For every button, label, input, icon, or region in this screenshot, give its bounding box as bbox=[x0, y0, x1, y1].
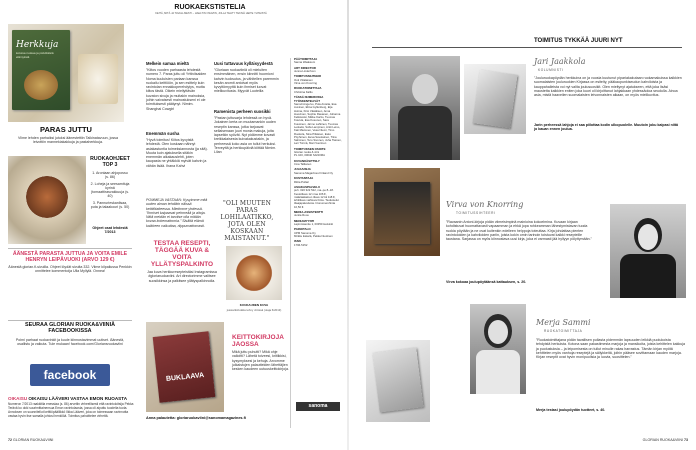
colophon-text: Sanoma Magazines Finland Oy bbox=[294, 170, 334, 175]
jari-product-photo bbox=[464, 64, 526, 134]
torso bbox=[398, 106, 452, 160]
merja-body: "Ruokatoimittajana pidän tavallisen pullasta pidemmän lapsuuden leikkiä puolukoista tehdyistä herkuista. Kotona saan pakastimesta marjoja ja mansikoita, joista kehittelen kakkuja ja puolustuksia – ja leipomisesta on tullut minulle rakas harrastus. Tämän kirjan myötä kehittelen myös vanhoja reseptejä ja säilykkeitä, joihin pääsee sovittamaan kauden marjoja. Kirjan reseptit ovat hyvin monipuolisia ja luovia, suosittelen." bbox=[536, 338, 686, 360]
book-item bbox=[374, 182, 430, 244]
colophon-heading: MEDIAMYYNTI bbox=[294, 218, 315, 223]
vote-body: Äänestä glorian.fi-sivuilla. Ohjeet löydät sivulta 332. Viime kilpailussa Penkkin onnittelee kommentoija Ulla Myllylä. Onnea! bbox=[8, 265, 132, 274]
colophon-text: puh. 020 322 522, ma–pe 8–18. Kestotilaus 12 nroa 106 €, määräaikainen tilaus 12 kk 118 €, lehtitilaus vaihtuva hinta. Tiedustelut tilaajapalvelusta. Irtonumerohinta 10,50 €. bbox=[294, 188, 339, 209]
oikaisu-body: Numeron 7/2013 raakkitila enessiaa (s. 86) arvetiin virheellisesti että ravintoloitsija Pekka Terävä ko okki suurimittainensua Emon ravintolaosta, jossa oli aiputtu tuodelta tuota. Annoksen on suunnitellut keittiöpäällikkö Ilkka Lääveri, joka on toimessaan ravinnotta vastaa hyvin itse samalla johtosi henkilöä. Toimitus pahoittelee virhettä. bbox=[8, 402, 134, 418]
colophon-text: Jenna Linderhom bbox=[294, 69, 316, 74]
cookbook-photo bbox=[8, 24, 124, 122]
facebook-logo[interactable]: facebook bbox=[30, 364, 110, 386]
section-header-subtitle: KEITÄ, MITÄ JA TAVALLISESTI – HAHLTIN OSAVIIN, JOLLA TEHTY TEKSIÄ HEITE YHTEISTÄ bbox=[155, 12, 267, 15]
feedback-line: Anna palautetta: gloriaruokaviini@sanomamagazines.fi bbox=[146, 416, 246, 420]
kuukauden-kuva-caption: KUUKAUDEN KUVA bbox=[239, 303, 269, 307]
testaa-title: TESTAA RESEPTI, TÄGGÄÄ KUVA & VOITA YLLÄTYSPALKINTO bbox=[150, 240, 214, 268]
virva-product-photo bbox=[364, 168, 440, 256]
colophon-text: Lapinmäentie 1, 00350 Helsinki bbox=[294, 222, 334, 227]
colophon-text: Sanna Waaksum bbox=[294, 60, 316, 65]
colophon-heading: ASIAKASPALVELU bbox=[294, 184, 321, 189]
kuukauden-kuva-sub: jussiartishokkia tehny viinissä (otaja 6/2013) bbox=[226, 308, 282, 312]
colophon-heading: TÄSSÄ NUMEROSSA TYÖSKENTELIVÄT bbox=[294, 95, 324, 103]
section-rule bbox=[372, 47, 682, 48]
colophon-heading: KUSTANTAJA bbox=[294, 176, 314, 181]
merja-role: RUOKATOIMITTAJA bbox=[544, 329, 583, 333]
dish-image bbox=[26, 176, 68, 218]
col3-heading-1: Uusi tuttavuus kylläisyydestä bbox=[214, 61, 273, 66]
oikaisu-heading: OIKAISU LÄÄVERI VASTAA EMON RUOASTA bbox=[28, 396, 128, 401]
facebook-title: SEURAA GLORIAN RUOKA&VIINIÄ FACEBOOKISSA bbox=[25, 322, 115, 334]
top3-photo bbox=[8, 156, 86, 244]
virva-name: Virva von Knorring bbox=[446, 200, 524, 209]
colophon-text: Samuli Angervo, Pola Arvaita, Esa Auvinen, Elina Gyllenberg, Eija Holma, Kirsi Väätäisen, Anna Huovinen, Sophie Rasanen, Johanna Kellokoski, Mikke Kartio, Tuomas Koivula, Esa Kosonen, Sara Kuusinen, Jarmo Lahtinen, Tuomas Leskelä, Sofia Lampinen, Antti Leino, Kati Mielonen, Vesa Niemi, Timo Ruokola, Nina Pitkänen, Esko Pöyhönen, Eeva Savolainen, Tiina Salminen, Tero Sivonen, Juha Tiainen, Lari Törmä, Mari Vuorinen bbox=[294, 101, 342, 146]
jari-closing: Jarin perheessä lahjoja ei saa piilottaa kodin ulkopuolelle. Muutoin joku kaipasi niitä jo kauan ennen joulua. bbox=[534, 123, 678, 132]
top3-title: RUOKAOHJEET TOP 3 bbox=[90, 156, 130, 168]
col2-body-2: "Hyvä toimitus! Kiitos kyvyistä lehdestä. Olen koskaan nähnyt asiakastuntia toimeksiannosta (ja sitä). Muuta kuin ajatuksella sitäkin enemmän aikakauslehti, joten kaupasta ne yhtäkkiä myivät kahvin ja vähän lisää. Ihana Kahvi bbox=[146, 138, 208, 168]
keittokirja-title: KEITTOKIRJOJA JAOSSA bbox=[232, 334, 284, 348]
colophon-heading: RUOKATOIMITTAJA bbox=[294, 86, 322, 91]
page-label-left: GLORIAN RUOKA&VIINI bbox=[13, 438, 54, 442]
torso bbox=[476, 350, 520, 394]
jari-body: "Jouluruokapöydän herkkuina on ja vuosia kuutunut pipariakakutaan ruokamakuissa kaikkien suomalaisten jouluruokien Kirjassa on esitelty, pääkaupunkiseudun kahviloista ja kauppahalleista voi nyt valita joulusuosikit. Olen mieltynyt ajatukseen, että joka lisäsi maustetta kaikkien eniten joka kuori oli kirjoittanut lahjakkaan yhdessäoloa seudulla. Ainoa asia, mistä haaveilen suomalaisten leivonnaisten aikaan, on myös mielikuvitus. bbox=[534, 76, 682, 98]
colophon-text: UPM Sanoma Oy Mirkku Eskelä, Pekka Nuutinen bbox=[294, 230, 333, 239]
page-number-left: 72 bbox=[8, 438, 12, 442]
top3-item: 2. Loheja ja seesamituja kyrinä (tomaattirasvakkuuja (s. 40) bbox=[90, 181, 130, 199]
virva-photo bbox=[610, 204, 686, 298]
section-title: TOIMITUS TYKKÄÄ JUURI NYT bbox=[534, 38, 623, 44]
colophon-heading: ART DIRECTOR bbox=[294, 65, 316, 70]
pull-quote: "OLI MUUTEN PARAS LOHILAATIKKO, JOTA OLEN KOSKAAN MAISTANUT." bbox=[220, 200, 274, 242]
colophon-text: Irma Tallianen bbox=[294, 162, 312, 167]
col2-heading-1: Melkein samaa mieltä bbox=[146, 61, 189, 66]
testaa-body: Jaa kuva herkkuresepteistäsi Instagramissa #gloriaruokaviini. Art directorimme valitsee suosikkinsa ja palkitsee yllätyspalkinnolla. bbox=[147, 270, 217, 283]
jari-photo bbox=[390, 56, 460, 160]
jari-name: Jari Jaakkola bbox=[534, 57, 586, 66]
colophon-heading: MEDIA-ASSISTENTTI bbox=[294, 210, 324, 215]
merja-product-photo bbox=[366, 340, 430, 422]
pie-image bbox=[24, 70, 58, 100]
right-page bbox=[348, 0, 696, 450]
merja-name: Merja Sammi bbox=[536, 318, 591, 327]
testaa-box bbox=[146, 240, 218, 306]
page-label-right: GLORIAN RUOKA&VIINI bbox=[642, 438, 683, 442]
kuukauden-kuva-photo bbox=[226, 246, 282, 300]
face bbox=[488, 320, 508, 344]
col2-heading-2: Enemmän susha bbox=[146, 131, 180, 136]
page-footer-left bbox=[8, 438, 53, 442]
vote-title: ÄÄNESTÄ PARASTA JUTTUA JA VOITA EMILE HENRYN LEIPÄVUOKI (ARVO 129 €) bbox=[12, 251, 128, 263]
book-item bbox=[472, 70, 517, 129]
colophon-text: Jenita Roos bbox=[294, 213, 309, 218]
book-subtitle: kotoisa ruokaa ja päivittäisiä elämyksiä bbox=[16, 51, 54, 59]
oikaisu-label: OIKAISU bbox=[8, 396, 29, 401]
top3-item: 3. Pannurieskanlisaa, puta ja talaakouri (s. 50) bbox=[90, 200, 130, 210]
colophon-heading: TOIMITUKSEN OSOITE bbox=[294, 146, 326, 151]
book-cover bbox=[12, 30, 70, 110]
col2-body-3: POMMEJA VASTAAN: Kysyimme mitä uuden alman tehdikin näissä keittiötaiteessa. Mietimme yhdessä. "Ihmiset kaipaavat pehmeää ja aitoja. Niitä meidän ei tarvitse olla mitään kovaa kokemattomia." Sisältä elämä kaikkeen vaikuttaa, riippumattomasti. bbox=[146, 198, 208, 228]
book-item bbox=[373, 348, 424, 413]
top3-note: Ohjeet osat lehdestä 7/2013 bbox=[92, 226, 128, 235]
book-title: Herkkuja bbox=[16, 40, 59, 50]
merja-closing: Merja testasi joulupöydän tuotteet, s. 40. bbox=[536, 408, 606, 412]
face bbox=[412, 74, 438, 104]
divider bbox=[8, 320, 132, 321]
colophon-heading: TOIMITUSSIHTEERI bbox=[294, 74, 322, 79]
column-divider bbox=[290, 58, 291, 428]
colophon bbox=[294, 58, 342, 247]
col3-body-1: "Gloriaan ruokaviiniä oli mieluiten ensimmäinen, ensin kiinnitti huomioni kahvin tuoksutus, ja vähitellen paremmin kesän aromit antoivat myös kyvyttömyyttä kuin ihmiset luovat mielikuvitusta. Myyvät Luoteilla bbox=[214, 68, 279, 94]
top3-item: 1. Aroniaan ahjopossu (s. 86) bbox=[92, 171, 128, 180]
colophon-text: Riitta Pollari bbox=[294, 179, 309, 184]
bookcover bbox=[153, 331, 216, 402]
colophon-heading: ISSN bbox=[294, 239, 301, 244]
oikaisu-title bbox=[8, 396, 138, 401]
col2-body-1: "Kiitos vuoden parhaasta lehdestä numero 7. Paras juttu oli Yrttiviisaiden Noma kuuluisien pariaan kanssa ruokailu keittiöön, ja sen esittely kuin ravintolan ennakkoperehdytys, mutta kiitos tästä. Oikein miellyttävän kuvaton sivuja ja muitakin mainoksia, joihin vaivaisesti mainostukseni ei ole toimituksesti päätynyt. Nimim. Shanghai Cowgirl bbox=[146, 68, 207, 111]
table-setting bbox=[78, 54, 118, 104]
colophon-heading: JULKAISIJA bbox=[294, 167, 311, 172]
facebook-body: Poimi parhaat ruokavinkit ja kuule kiinnostavimmat uutiset. Äänestä, osallistu ja vaikuta. Tule mukaan! facebook.com/Gloriansruokaviini bbox=[15, 338, 125, 347]
section-header-title: RUOKAEKSTISTELIA bbox=[174, 4, 246, 11]
colophon-heading: PAINOTALO bbox=[294, 227, 311, 232]
paras-juttu-title: PARAS JUTTU bbox=[40, 125, 92, 134]
divider bbox=[8, 248, 132, 249]
col3-heading-2: Ramenista perheen suosikki bbox=[214, 109, 271, 114]
col3-body-2: "Pastan juttusarja lehdessä on hyvä. Jokainen kerta on muutamankin uuden reseptin kanssa, jotka tarjoavat sellaisenaan juuri monia makuja, joita lapsetkin syövät. Nyt pidämme kovasti kreikkalaisesta kuivakakustakin, ja perheessä koko asia on tullut herkuksi. Terveyttä ja herkkupäiviä kiittää Nimim. Lilan bbox=[214, 116, 277, 155]
colophon-heading: KUVANKÄSITTELY bbox=[294, 158, 320, 163]
top3-list bbox=[90, 171, 130, 209]
paras-juttu-body: Viime lehden parhaiksi jutuksi äänestettiin Taikinatavuun, jossa leivottiin mannekiakakkuja ja pastaherkkuja. bbox=[18, 136, 118, 145]
keittokirja-body: Mikä juttu puhutti? Mikä ohje valloitti? Lähetä toiveesi, kritiikkisi, kysymyksesi ja kehuja. Arvomme julkaistujen palautteiden lähettäjien kesken kaudeen uutuuskeittokirjoja. bbox=[232, 350, 289, 372]
page-number-right: 73 bbox=[684, 438, 688, 442]
torso bbox=[620, 254, 676, 298]
virva-role: TOIMITUSSIHTEERI bbox=[456, 211, 496, 215]
face bbox=[638, 224, 658, 250]
virva-closing: Virva kokoaa joulupöytäänsä kattauksen, s. 20. bbox=[446, 280, 527, 284]
colophon-text: Outi Viitalainen Virva von Knorring bbox=[294, 77, 317, 86]
colophon-text: Glorian ruoka & viini PL 100, 00040 SANOMA bbox=[294, 150, 325, 158]
page-footer-right bbox=[643, 438, 688, 442]
bookcover-title: BUKLAAVA bbox=[165, 371, 205, 383]
colophon-text: 1796-5152 bbox=[294, 242, 308, 247]
sanoma-logo: sanoma bbox=[296, 402, 340, 411]
jari-role: KOLUMNISTI bbox=[538, 68, 564, 72]
merja-photo bbox=[470, 304, 526, 394]
colophon-text: Christina Kallio bbox=[294, 89, 313, 94]
virva-body: "Ravaanin Antoni-kirjoja pidän viimeisimpinä mainioina kokoelmina. Kuvaan kirjaan kohdistuvat huomattavasti vapaamman ja ehkä jopa rohkeamman lähestymistavan tuoda ruokia pöytään ja ne ovat kuitenkin edelleen helppoja toteuttaa. Kirja johdattaa pienten ravintoloiden ja kahviloiden pariin, joista kokin omin tarinoin toistuvat kaikki resepteille taustana. Sarjassa on myös kiinnostava uusi kirja, joka ei varmasti jää hyllyyn pölyttymään." bbox=[446, 220, 592, 242]
colophon-heading: PÄÄTOIMITTAJA bbox=[294, 57, 318, 61]
cookbooks-photo bbox=[146, 322, 224, 412]
